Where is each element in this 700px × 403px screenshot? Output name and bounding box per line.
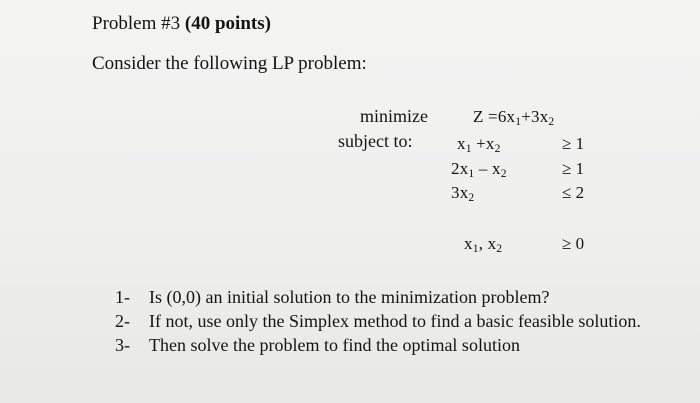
question-3: [115, 335, 520, 356]
constraint-2-value: 1: [575, 159, 585, 178]
objective-term-1: 6x: [497, 107, 516, 126]
objective-function: [473, 107, 554, 127]
constraint-3-sub-a: 2: [468, 191, 475, 205]
constraint-2-term-b: – x: [474, 159, 501, 178]
nonnegativity-lhs: [464, 234, 502, 254]
constraint-1-term-a: x: [457, 134, 466, 153]
problem-points: (40 points): [184, 13, 271, 34]
question-2-text: If not, use only the Simplex method to find a basic feasible solution.: [149, 311, 641, 331]
objective-subscript-2: 2: [548, 115, 555, 129]
constraint-3-relation: ≤: [562, 183, 572, 202]
objective-variable: Z: [473, 107, 484, 126]
constraint-3-term-a: 3x: [451, 183, 469, 202]
constraint-2-sub-a: 1: [468, 167, 475, 181]
objective-subscript-1: 1: [515, 115, 522, 129]
problem-title: [92, 13, 271, 35]
constraint-1-value: 1: [575, 134, 585, 153]
nonneg-var-2: , x: [478, 234, 497, 253]
question-1-number: 1-: [115, 287, 130, 307]
nonneg-value: 0: [575, 234, 585, 253]
constraint-2-rhs: [562, 159, 584, 179]
constraint-2-sub-b: 2: [500, 167, 507, 181]
constraint-3-rhs: [562, 183, 584, 203]
constraint-1-term-b: +x: [471, 134, 495, 153]
problem-intro: Consider the following LP problem:: [92, 53, 367, 74]
constraint-3-lhs: [451, 183, 474, 203]
constraint-1-sub-a: 1: [465, 142, 472, 156]
constraint-2-term-a: 2x: [451, 159, 469, 178]
question-3-number: 3-: [115, 335, 130, 355]
question-3-text: Then solve the problem to find the optimal solution: [149, 335, 520, 355]
constraint-1-sub-b: 2: [494, 142, 501, 156]
objective-equals: =: [488, 107, 498, 126]
objective-term-2: +3x: [521, 107, 549, 126]
nonneg-sub-2: 2: [496, 242, 503, 256]
nonneg-sub-1: 1: [472, 242, 479, 256]
constraint-1-lhs: [457, 134, 501, 154]
constraint-1-relation: ≥: [562, 134, 572, 153]
constraint-2-relation: ≥: [562, 159, 572, 178]
objective-label: minimize: [360, 106, 428, 126]
constraint-2-lhs: [451, 159, 507, 179]
nonnegativity-rhs: [562, 234, 584, 254]
constraint-1-rhs: [562, 134, 584, 154]
problem-title-text: Problem #3: [92, 13, 181, 34]
question-2: [115, 311, 641, 332]
question-1-text: Is (0,0) an initial solution to the minimization problem?: [149, 287, 550, 307]
question-1: [115, 287, 549, 308]
question-2-number: 2-: [115, 311, 130, 331]
nonneg-relation: ≥: [562, 234, 572, 253]
constraint-3-value: 2: [575, 183, 585, 202]
constraints-label: subject to:: [338, 131, 413, 151]
nonneg-var-1: x: [464, 234, 473, 253]
